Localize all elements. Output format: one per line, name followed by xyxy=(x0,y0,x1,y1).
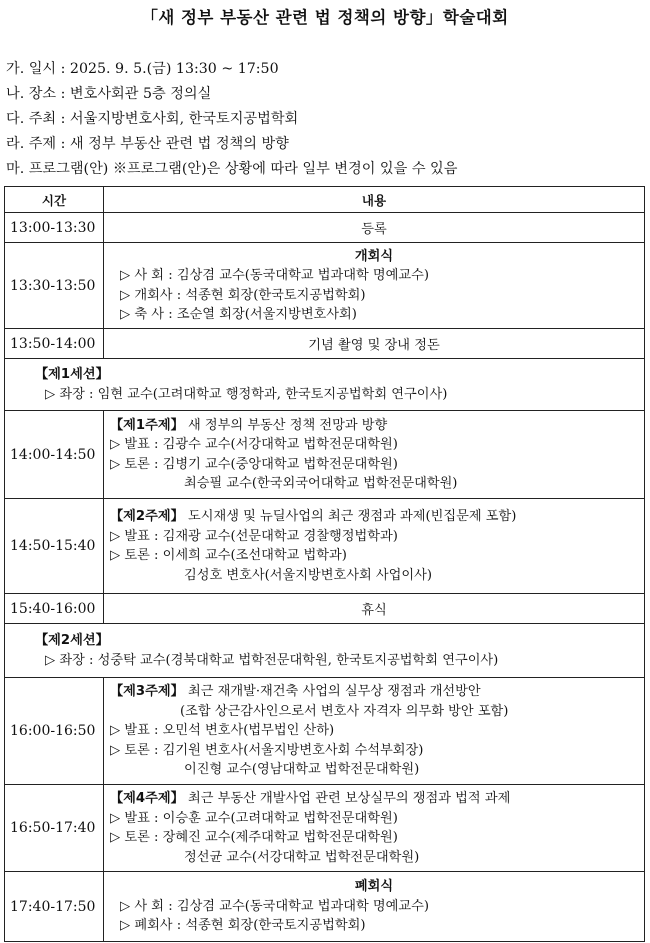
session-2-label: 【제2세션】 xyxy=(35,633,109,648)
topic-tag: 【제1주제】 xyxy=(110,417,184,433)
topic-3-cell xyxy=(104,678,645,785)
time-cell: 16:50-17:40 xyxy=(5,785,104,872)
event-title: 「새 정부 부동산 관련 법 정책의 방향」학술대회 xyxy=(141,8,509,27)
session-2-cell xyxy=(5,624,645,678)
time-cell: 13:50-14:00 xyxy=(5,329,104,359)
topic-tag: 【제3주제】 xyxy=(110,684,184,700)
topic-subtitle: (조합 상근감사인으로서 변호사 자격자 의무화 방안 포함) xyxy=(180,703,509,719)
header-content: 내용 xyxy=(104,187,645,213)
discussant-line: ▷ 토론 : 장혜진 교수(제주대학교 법학전문대학원) xyxy=(110,830,398,845)
presenter-line: ▷ 발표 : 이승훈 교수(고려대학교 법학전문대학원) xyxy=(110,810,398,826)
time-cell: 13:00-13:30 xyxy=(5,213,104,243)
opening-line: ▷ 축 사 : 조순열 회장(서울지방변호사회) xyxy=(120,307,357,322)
topic-tag: 【제2주제】 xyxy=(110,509,184,524)
discussant-line: 최승필 교수(한국외국어대학교 법학전문대학원) xyxy=(184,476,458,491)
topic-title: 최근 부동산 개발사업 관련 보상실무의 쟁점과 법적 과제 xyxy=(183,791,511,806)
topic-tag: 【제4주제】 xyxy=(110,791,184,806)
break-cell: 휴식 xyxy=(104,594,645,624)
discussant-line: 이진형 교수(영남대학교 법학전문대학원) xyxy=(184,762,420,778)
table-row xyxy=(5,329,645,359)
closing-line: ▷ 사 회 : 김상겸 교수(동국대학교 법과대학 명예교수) xyxy=(120,898,429,914)
topic-4-cell xyxy=(104,785,645,872)
time-cell: 17:40-17:50 xyxy=(5,872,104,942)
presenter-line: ▷ 발표 : 김재광 교수(선문대학교 경찰행정법학과) xyxy=(110,528,398,544)
time-cell: 14:50-15:40 xyxy=(5,499,104,594)
program-table xyxy=(4,186,645,942)
table-row xyxy=(5,678,645,785)
topic-title: 새 정부의 부동산 정책 전망과 방향 xyxy=(183,417,388,433)
session-1-cell xyxy=(5,359,645,411)
closing-ceremony-cell xyxy=(104,872,645,942)
table-row xyxy=(5,213,645,243)
info-date: 가. 일시 : 2025. 9. 5.(금) 13:30 ~ 17:50 xyxy=(6,61,279,77)
table-row xyxy=(5,785,645,872)
info-theme: 라. 주제 : 새 정부 부동산 관련 법 정책의 방향 xyxy=(6,136,289,152)
time-cell: 16:00-16:50 xyxy=(5,678,104,785)
table-row xyxy=(5,243,645,329)
discussant-line: 김성호 변호사(서울지방변호사회 사업이사) xyxy=(184,567,432,583)
discussant-line: ▷ 토론 : 김병기 교수(중앙대학교 법학전문대학원) xyxy=(110,456,398,472)
opening-line: ▷ 사 회 : 김상겸 교수(동국대학교 법과대학 명예교수) xyxy=(120,268,429,283)
time-cell: 13:30-13:50 xyxy=(5,243,104,329)
discussant-line: 정선균 교수(서강대학교 법학전문대학원) xyxy=(184,849,420,865)
session-row xyxy=(5,624,645,678)
presenter-line: ▷ 발표 : 김광수 교수(서강대학교 법학전문대학원) xyxy=(110,437,398,452)
presenter-line: ▷ 발표 : 오민석 변호사(법무법인 산하) xyxy=(110,723,335,739)
topic-title: 최근 재개발·재건축 사업의 실무상 쟁점과 개선방안 xyxy=(183,684,481,700)
table-row xyxy=(5,594,645,624)
closing-line: ▷ 폐회사 : 석종현 회장(한국토지공법학회) xyxy=(120,918,366,934)
info-host: 다. 주최 : 서울지방변호사회, 한국토지공법학회 xyxy=(6,111,299,127)
header-time: 시간 xyxy=(5,187,104,213)
topic-2-cell xyxy=(104,499,645,594)
time-cell: 14:00-14:50 xyxy=(5,411,104,499)
session-2-chair: ▷ 좌장 : 성중탁 교수(경북대학교 법학전문대학원, 한국토지공법학회 연구이사) xyxy=(45,652,499,668)
discussant-line: ▷ 토론 : 이세희 교수(조선대학교 법학과) xyxy=(110,548,347,563)
time-cell: 15:40-16:00 xyxy=(5,594,104,624)
photo-cell: 기념 촬영 및 장내 정돈 xyxy=(104,329,645,359)
table-row xyxy=(5,411,645,499)
registration-cell: 등록 xyxy=(104,213,645,243)
info-program: 마. 프로그램(안) ※프로그램(안)은 상황에 따라 일부 변경이 있을 수 있음 xyxy=(6,161,458,177)
session-1-chair: ▷ 좌장 : 임현 교수(고려대학교 행정학과, 한국토지공법학회 연구이사) xyxy=(45,386,448,402)
discussant-line: ▷ 토론 : 김기원 변호사(서울지방변호사회 수석부회장) xyxy=(110,742,424,758)
table-header-row xyxy=(5,187,645,213)
opening-line: ▷ 개회사 : 석종현 회장(한국토지공법학회) xyxy=(120,287,366,303)
topic-title: 도시재생 및 뉴딜사업의 최근 쟁점과 과제(빈집문제 포함) xyxy=(183,509,517,524)
session-1-label: 【제1세션】 xyxy=(35,367,109,382)
topic-1-cell xyxy=(104,411,645,499)
opening-ceremony-cell xyxy=(104,243,645,329)
opening-heading: 개회식 xyxy=(354,248,394,264)
session-row xyxy=(5,359,645,411)
table-row xyxy=(5,872,645,942)
info-venue: 나. 장소 : 변호사회관 5층 정의실 xyxy=(6,86,212,102)
closing-heading: 폐회식 xyxy=(354,879,394,895)
table-row xyxy=(5,499,645,594)
